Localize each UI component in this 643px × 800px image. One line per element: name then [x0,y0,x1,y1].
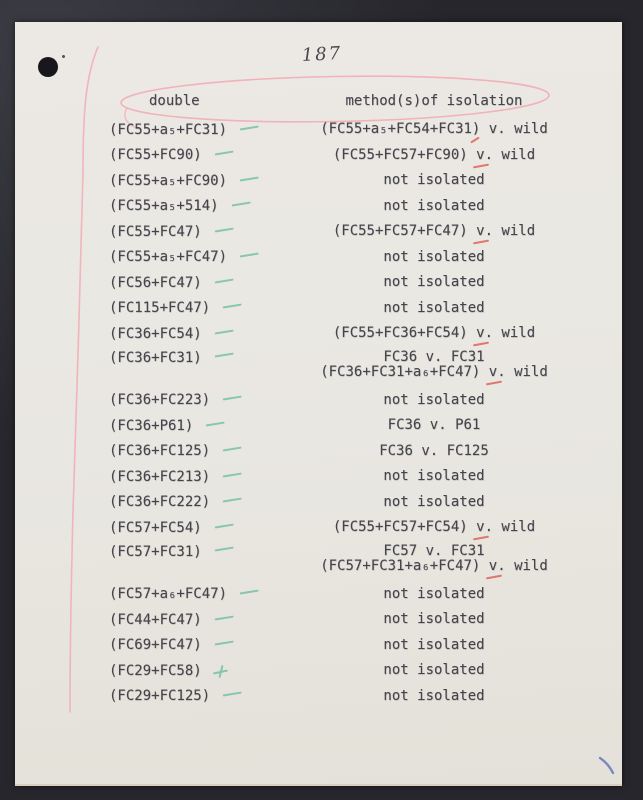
method-cell [299,250,569,266]
double-label: (FC36+FC213) [109,468,211,485]
method-line: (FC55+FC36+FC54) v. wild [332,325,536,341]
method-line: (FC55+FC57+FC54) v. wild [332,519,536,535]
method-cell [299,689,569,705]
red-underline-mark: v. [476,325,493,341]
double-label: (FC36+FC54) [109,325,202,342]
check-mark-icon [214,547,233,552]
method-cell [299,520,569,536]
method-cell [299,495,569,511]
method-line: (FC57+FC31+a₆+FC47) v. wild [320,558,548,574]
table-row [109,413,569,439]
red-underline-mark: v. [488,558,506,574]
double-cell [109,586,299,602]
check-mark-icon [214,329,233,334]
method-cell [299,393,569,409]
check-mark-icon [240,125,259,130]
double-label: (FC57+a₆+FC47) [109,586,228,603]
table-rows [109,117,569,709]
double-cell [109,469,299,485]
double-cell [109,637,299,653]
double-label: (FC69+FC47) [109,637,202,654]
table-row [109,388,569,414]
double-label: (FC57+FC31) [109,543,202,560]
method-cell [299,173,569,189]
margin-line-annotation [70,47,98,712]
typewritten-table [109,88,569,709]
header-method: method(s)of isolation [345,93,523,109]
table-row [109,439,569,465]
double-label: (FC36+FC31) [109,349,202,366]
double-cell [109,494,299,510]
double-label: (FC55+a₅+FC47) [109,249,228,266]
double-cell [109,198,299,214]
red-underline-mark: v. [476,146,493,163]
method-line: (FC36+FC31+a₆+FC47) v. wild [320,364,548,380]
double-label: (FC115+FC47) [109,300,211,317]
method-cell [299,469,569,485]
double-cell [109,249,299,265]
double-cell [109,392,299,408]
double-cell [109,544,299,560]
check-mark-icon [214,151,233,156]
method-cell [299,301,569,317]
check-mark-icon [240,590,259,595]
double-cell [109,418,299,434]
double-label: (FC36+FC125) [109,443,211,460]
method-line: (FC55+FC57+FC90) v. wild [332,146,536,163]
blue-pen-mark [600,758,613,773]
double-cell [109,663,299,679]
handwritten-page-number: 187 [301,42,343,67]
double-label: (FC55+a₅+514) [109,198,219,215]
method-line: not isolated [383,636,485,653]
table-row [109,117,569,143]
table-row [109,347,569,388]
check-mark-icon [223,498,242,503]
method-line: not isolated [383,493,485,510]
check-mark-icon [223,692,242,697]
table-row [109,219,569,245]
method-cell [299,638,569,654]
check-mark-icon [214,641,233,646]
table-row [109,321,569,347]
double-label: (FC29+FC58) [109,662,202,679]
method-cell [299,148,569,164]
table-row [109,490,569,516]
method-line: not isolated [383,197,485,214]
scanned-page [15,22,622,786]
method-cell [299,544,569,575]
table-row [109,541,569,582]
method-line: not isolated [383,248,485,265]
method-line: not isolated [383,585,485,602]
method-line: FC57 v. FC31 [383,542,485,559]
header-row [109,88,569,114]
check-mark-icon [214,523,233,528]
double-cell [109,300,299,316]
double-cell [109,173,299,189]
table-row [109,607,569,633]
table-row [109,296,569,322]
method-line: not isolated [383,468,485,484]
double-cell [109,443,299,459]
method-line: (FC55+FC57+FC47) v. wild [332,223,536,239]
table-row [109,658,569,684]
double-cell [109,520,299,536]
method-line: not isolated [383,274,485,290]
method-line: not isolated [383,687,485,704]
double-label: (FC55+a₅+FC90) [109,172,228,189]
double-cell [109,612,299,628]
check-mark-icon [223,447,242,452]
check-mark-icon [214,353,233,358]
method-cell [299,444,569,460]
red-underline-mark: v. [476,223,493,239]
double-cell [109,224,299,240]
method-line: not isolated [383,611,485,627]
method-cell [299,612,569,628]
method-cell [299,224,569,240]
method-line: not isolated [383,391,485,408]
method-line: (FC55+a₅+FC54+FC31) v. wild [320,121,548,137]
method-cell [299,663,569,679]
method-line: FC36 v. FC125 [379,442,489,459]
table-row [109,464,569,490]
method-cell [299,199,569,215]
method-cell [299,587,569,603]
double-label: (FC56+FC47) [109,274,202,291]
double-label: (FC55+a₅+FC31) [109,121,228,138]
double-label: (FC55+FC47) [109,223,202,240]
hole-punch [38,57,58,77]
method-line: FC36 v. P61 [387,417,481,433]
paper-speck [62,55,65,58]
double-label: (FC57+FC54) [109,519,202,536]
method-line: not isolated [383,299,485,316]
method-cell [299,326,569,342]
check-mark-icon [240,253,259,258]
double-cell [109,326,299,342]
method-line: FC36 v. FC31 [383,348,485,365]
check-mark-icon [206,421,225,426]
check-mark-icon [214,227,233,232]
check-mark-icon [213,664,227,678]
double-label: (FC36+P61) [109,417,194,434]
method-cell [299,350,569,381]
double-label: (FC55+FC90) [109,147,202,164]
double-cell [109,275,299,291]
header-double: double [149,93,200,109]
red-underline-mark: v. [476,519,493,535]
double-cell [109,122,299,138]
double-label: (FC44+FC47) [109,611,202,628]
table-row [109,684,569,710]
table-row [109,245,569,271]
double-cell [109,350,299,366]
table-row [109,168,569,194]
double-label: (FC29+FC125) [109,688,211,705]
check-mark-icon [240,176,259,181]
method-cell [299,122,569,138]
check-mark-icon [223,472,242,477]
red-underline-mark: v. [488,364,506,380]
table-row [109,143,569,169]
table-row [109,270,569,296]
check-mark-icon [231,202,250,207]
method-cell [299,418,569,434]
method-cell [299,275,569,291]
table-row [109,194,569,220]
method-line: not isolated [383,662,485,678]
check-mark-icon [223,304,242,309]
double-cell [109,147,299,163]
table-row [109,515,569,541]
check-mark-icon [214,278,233,283]
method-line: not isolated [383,172,485,188]
double-label: (FC36+FC222) [109,494,211,511]
check-mark-icon [223,396,242,401]
table-row [109,582,569,608]
double-cell [109,688,299,704]
table-row [109,633,569,659]
double-label: (FC36+FC223) [109,392,211,409]
check-mark-icon [214,615,233,620]
